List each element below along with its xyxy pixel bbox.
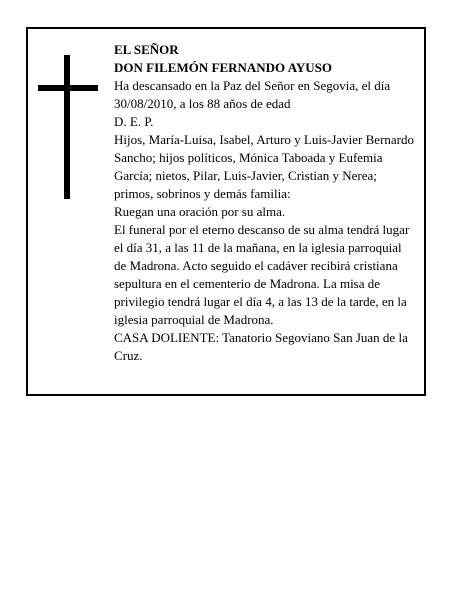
title-line-1: EL SEÑOR [114, 42, 179, 57]
cross-vertical-bar [64, 55, 70, 199]
prayer-request: Ruegan una oración por su alma. [114, 204, 286, 219]
funeral-details: El funeral por el eterno descanso de su alma tendrá lugar el día 31, a las 11 de la mañana, en la iglesia parroquial de Madrona. Acto seguido el cadáver recibirá cristiana sepultura en el cementerio de Madrona. La misa de privilegio tendrá lugar el día 4, a las 13 de la tarde, en la iglesia parroquial de Madrona. [114, 222, 410, 327]
latin-cross-icon [38, 55, 98, 199]
obituary-notice [26, 27, 426, 396]
announcement: Ha descansado en la Paz del Señor en Segovia, el día 30/08/2010, a los 88 años de edad [114, 78, 391, 111]
cross-horizontal-bar [38, 85, 98, 91]
family-list: Hijos, María-Luisa, Isabel, Arturo y Luis-Javier Bernardo Sancho; hijos políticos, Mónica Taboada y Eufemia García; nietos, Pilar, Luis-Javier, Cristian y Nerea; primos, sobrinos y demás familia: [114, 132, 415, 201]
mourning-house: CASA DOLIENTE: Tanatorio Segoviano San Juan de la Cruz. [114, 330, 408, 363]
obituary-text [114, 41, 414, 365]
rip-abbreviation: D. E. P. [114, 114, 154, 129]
deceased-name: DON FILEMÓN FERNANDO AYUSO [114, 60, 333, 75]
